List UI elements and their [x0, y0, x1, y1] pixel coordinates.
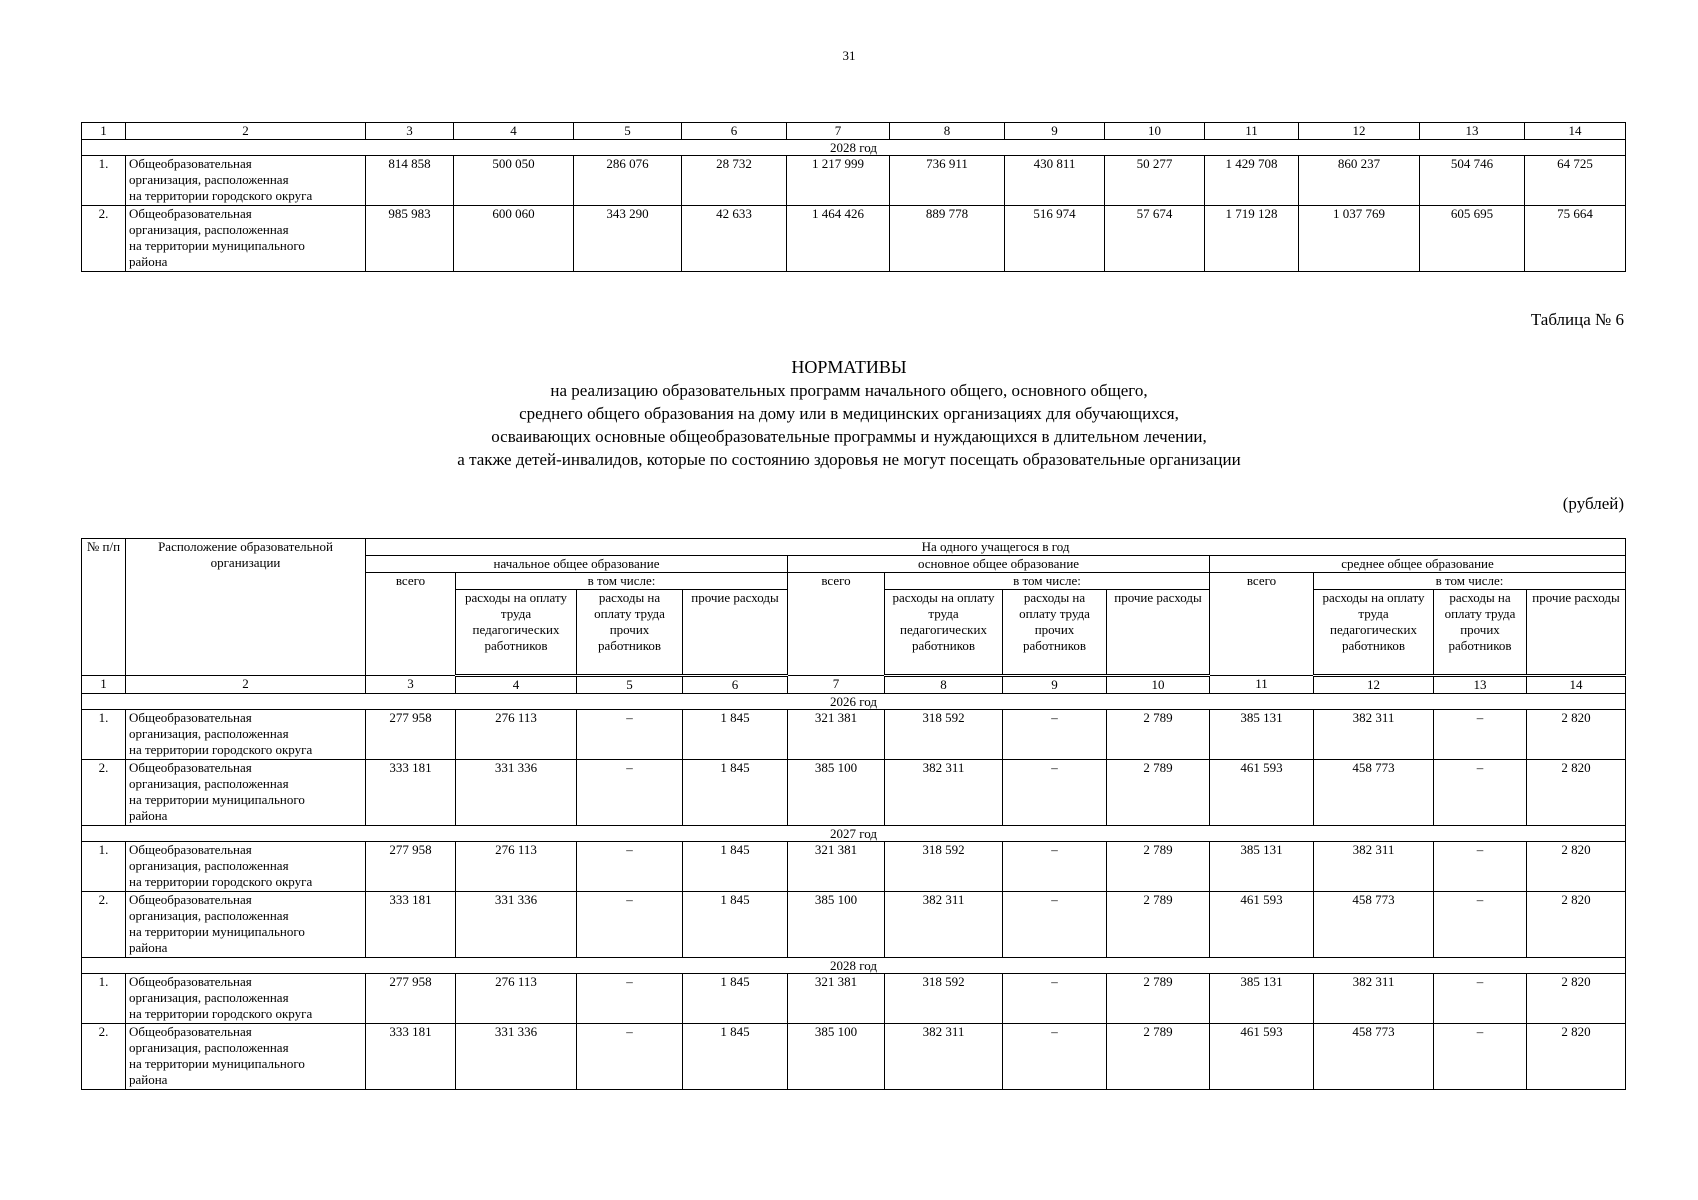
value-cell: 331 336 [456, 892, 577, 958]
column-number: 2 [126, 123, 366, 140]
organization-name-line: Общеобразовательная [129, 206, 252, 221]
value-cell: 461 593 [1210, 1024, 1314, 1090]
organization-name [126, 156, 366, 206]
row-number: 1. [82, 710, 126, 760]
value-cell: 318 592 [885, 710, 1003, 760]
value-cell: 28 732 [682, 156, 787, 206]
value-cell: 814 858 [366, 156, 454, 206]
value-cell: 385 100 [788, 1024, 885, 1090]
title-heading: НОРМАТИВЫ [791, 357, 907, 377]
continuation-table [81, 122, 1626, 272]
page-number: 31 [842, 48, 856, 63]
value-cell: 461 593 [1210, 760, 1314, 826]
year-row [82, 958, 1626, 974]
header-other-pay: расходы на оплату труда прочих работников [1434, 590, 1527, 676]
organization-name-line: Общеобразовательная [129, 710, 252, 725]
year-label: 2027 год [82, 826, 1626, 842]
organization-name-line: на территории городского округа [129, 742, 313, 757]
column-number: 10 [1105, 123, 1205, 140]
value-cell: 2 820 [1527, 710, 1626, 760]
column-number: 12 [1314, 676, 1434, 694]
value-cell: 276 113 [456, 842, 577, 892]
value-cell: 382 311 [885, 892, 1003, 958]
organization-name-line: района [129, 940, 168, 955]
value-cell: 2 789 [1107, 842, 1210, 892]
column-number: 11 [1210, 676, 1314, 694]
organization-name-line: на территории муниципального [129, 238, 305, 253]
value-cell: 458 773 [1314, 1024, 1434, 1090]
value-cell: – [577, 1024, 683, 1090]
organization-name-line: района [129, 1072, 168, 1087]
value-cell: 516 974 [1005, 206, 1105, 272]
value-cell: 985 983 [366, 206, 454, 272]
organization-name-line: на территории муниципального [129, 1056, 305, 1071]
organization-name [126, 760, 366, 826]
column-number-row [82, 123, 1626, 140]
header-primary: начальное общее образование [366, 556, 788, 573]
table-row [82, 842, 1626, 892]
value-cell: 1 845 [683, 710, 788, 760]
organization-name-line: организация, расположенная [129, 726, 289, 741]
header-total: всего [366, 573, 456, 676]
value-cell: – [577, 842, 683, 892]
year-row [82, 140, 1626, 156]
value-cell: 277 958 [366, 842, 456, 892]
column-number: 5 [574, 123, 682, 140]
value-cell: – [1434, 892, 1527, 958]
title-block [0, 356, 1698, 471]
column-number: 1 [82, 123, 126, 140]
year-label: 2026 год [82, 694, 1626, 710]
year-label: 2028 год [82, 140, 1626, 156]
value-cell: 860 237 [1299, 156, 1420, 206]
table-row [82, 206, 1626, 272]
organization-name-line: Общеобразовательная [129, 1024, 252, 1039]
row-number: 1. [82, 974, 126, 1024]
value-cell: 2 789 [1107, 892, 1210, 958]
table-row [82, 710, 1626, 760]
value-cell: 331 336 [456, 1024, 577, 1090]
column-number: 10 [1107, 676, 1210, 694]
table-row [82, 1024, 1626, 1090]
column-number: 6 [682, 123, 787, 140]
column-number: 9 [1003, 676, 1107, 694]
header-no: № п/п [82, 539, 126, 676]
header-basic: основное общее образование [788, 556, 1210, 573]
value-cell: 64 725 [1525, 156, 1626, 206]
title-line: на реализацию образовательных программ начального общего, основного общего, [550, 381, 1148, 400]
row-number: 1. [82, 842, 126, 892]
header-including: в том числе: [885, 573, 1210, 590]
value-cell: 333 181 [366, 1024, 456, 1090]
column-number-row [82, 676, 1626, 694]
value-cell: 600 060 [454, 206, 574, 272]
header-including: в том числе: [1314, 573, 1626, 590]
title-line: среднего общего образования на дому или в медицинских организациях для обучающихся, [519, 404, 1179, 423]
value-cell: 1 845 [683, 892, 788, 958]
title-line: а также детей-инвалидов, которые по состоянию здоровья не могут посещать образовательные организации [457, 450, 1241, 469]
column-number: 8 [885, 676, 1003, 694]
organization-name [126, 710, 366, 760]
organization-name-line: организация, расположенная [129, 1040, 289, 1055]
organization-name [126, 892, 366, 958]
year-row [82, 694, 1626, 710]
organization-name [126, 842, 366, 892]
header-secondary: среднее общее образование [1210, 556, 1626, 573]
value-cell: 385 100 [788, 892, 885, 958]
value-cell: 1 845 [683, 842, 788, 892]
column-number: 12 [1299, 123, 1420, 140]
value-cell: 1 845 [683, 974, 788, 1024]
value-cell: 1 429 708 [1205, 156, 1299, 206]
row-number: 2. [82, 206, 126, 272]
value-cell: 2 789 [1107, 760, 1210, 826]
value-cell: 2 820 [1527, 974, 1626, 1024]
value-cell: 461 593 [1210, 892, 1314, 958]
value-cell: 382 311 [1314, 710, 1434, 760]
value-cell: 321 381 [788, 974, 885, 1024]
column-number: 14 [1527, 676, 1626, 694]
row-number: 2. [82, 1024, 126, 1090]
header-total: всего [788, 573, 885, 676]
value-cell: – [577, 974, 683, 1024]
title-line: осваивающих основные общеобразовательные программы и нуждающихся в длительном лечении, [491, 427, 1207, 446]
column-number: 7 [787, 123, 890, 140]
table-row [82, 892, 1626, 958]
value-cell: 1 719 128 [1205, 206, 1299, 272]
column-number: 13 [1434, 676, 1527, 694]
column-number: 13 [1420, 123, 1525, 140]
value-cell: – [1003, 892, 1107, 958]
value-cell: 458 773 [1314, 892, 1434, 958]
column-number: 8 [890, 123, 1005, 140]
year-row [82, 826, 1626, 842]
value-cell: – [1434, 842, 1527, 892]
value-cell: 75 664 [1525, 206, 1626, 272]
header-location: Расположение образовательной организации [126, 539, 366, 676]
value-cell: 2 789 [1107, 1024, 1210, 1090]
column-number: 6 [683, 676, 788, 694]
organization-name-line: организация, расположенная [129, 908, 289, 923]
table-row [82, 156, 1626, 206]
value-cell: 318 592 [885, 974, 1003, 1024]
year-label: 2028 год [82, 958, 1626, 974]
organization-name [126, 206, 366, 272]
table-label: Таблица № 6 [1530, 310, 1624, 329]
value-cell: 382 311 [885, 760, 1003, 826]
header-ped-pay: расходы на оплату труда педагогических работников [456, 590, 577, 676]
value-cell: – [1003, 974, 1107, 1024]
organization-name [126, 1024, 366, 1090]
value-cell: 331 336 [456, 760, 577, 826]
value-cell: – [577, 710, 683, 760]
header-per-student: На одного учащегося в год [366, 539, 1626, 556]
value-cell: 2 820 [1527, 1024, 1626, 1090]
column-number: 9 [1005, 123, 1105, 140]
value-cell: 1 845 [683, 760, 788, 826]
table-row [82, 974, 1626, 1024]
value-cell: 277 958 [366, 710, 456, 760]
organization-name-line: Общеобразовательная [129, 156, 252, 171]
value-cell: 458 773 [1314, 760, 1434, 826]
header-ped-pay: расходы на оплату труда педагогических работников [1314, 590, 1434, 676]
value-cell: 385 100 [788, 760, 885, 826]
value-cell: 1 217 999 [787, 156, 890, 206]
organization-name-line: организация, расположенная [129, 858, 289, 873]
header-other-exp: прочие расходы [683, 590, 788, 676]
column-number: 2 [126, 676, 366, 694]
value-cell: 430 811 [1005, 156, 1105, 206]
organization-name-line: района [129, 254, 168, 269]
value-cell: 382 311 [1314, 974, 1434, 1024]
organization-name [126, 974, 366, 1024]
standards-table [81, 538, 1626, 1090]
value-cell: – [1434, 760, 1527, 826]
value-cell: – [1434, 710, 1527, 760]
header-other-pay: расходы на оплату труда прочих работников [577, 590, 683, 676]
value-cell: 321 381 [788, 710, 885, 760]
column-number: 5 [577, 676, 683, 694]
value-cell: 736 911 [890, 156, 1005, 206]
value-cell: – [1434, 974, 1527, 1024]
value-cell: 385 131 [1210, 710, 1314, 760]
column-number: 7 [788, 676, 885, 694]
value-cell: – [1003, 842, 1107, 892]
value-cell: 333 181 [366, 892, 456, 958]
row-number: 2. [82, 892, 126, 958]
organization-name-line: на территории городского округа [129, 188, 313, 203]
value-cell: 276 113 [456, 710, 577, 760]
value-cell: 382 311 [1314, 842, 1434, 892]
value-cell: 1 037 769 [1299, 206, 1420, 272]
value-cell: 321 381 [788, 842, 885, 892]
column-number: 1 [82, 676, 126, 694]
column-number: 3 [366, 676, 456, 694]
column-number: 3 [366, 123, 454, 140]
value-cell: – [577, 760, 683, 826]
value-cell: 605 695 [1420, 206, 1525, 272]
organization-name-line: организация, расположенная [129, 172, 289, 187]
value-cell: 889 778 [890, 206, 1005, 272]
organization-name-line: организация, расположенная [129, 776, 289, 791]
value-cell: 500 050 [454, 156, 574, 206]
organization-name-line: Общеобразовательная [129, 892, 252, 907]
units-label: (рублей) [1562, 494, 1624, 513]
organization-name-line: на территории городского округа [129, 874, 313, 889]
organization-name-line: организация, расположенная [129, 222, 289, 237]
organization-name-line: на территории муниципального [129, 792, 305, 807]
value-cell: 382 311 [885, 1024, 1003, 1090]
header-other-exp: прочие расходы [1107, 590, 1210, 676]
organization-name-line: района [129, 808, 168, 823]
row-number: 1. [82, 156, 126, 206]
value-cell: 385 131 [1210, 974, 1314, 1024]
column-number: 11 [1205, 123, 1299, 140]
value-cell: 333 181 [366, 760, 456, 826]
organization-name-line: на территории муниципального [129, 924, 305, 939]
value-cell: – [1003, 710, 1107, 760]
column-number: 14 [1525, 123, 1626, 140]
organization-name-line: организация, расположенная [129, 990, 289, 1005]
value-cell: – [1003, 1024, 1107, 1090]
value-cell: 343 290 [574, 206, 682, 272]
organization-name-line: Общеобразовательная [129, 760, 252, 775]
value-cell: 42 633 [682, 206, 787, 272]
value-cell: 2 789 [1107, 974, 1210, 1024]
value-cell: 1 845 [683, 1024, 788, 1090]
value-cell: 276 113 [456, 974, 577, 1024]
header-ped-pay: расходы на оплату труда педагогических работников [885, 590, 1003, 676]
value-cell: 57 674 [1105, 206, 1205, 272]
value-cell: 50 277 [1105, 156, 1205, 206]
header-total: всего [1210, 573, 1314, 676]
value-cell: 277 958 [366, 974, 456, 1024]
value-cell: 1 464 426 [787, 206, 890, 272]
value-cell: 2 820 [1527, 892, 1626, 958]
value-cell: – [1003, 760, 1107, 826]
table-row [82, 760, 1626, 826]
header-other-pay: расходы на оплату труда прочих работников [1003, 590, 1107, 676]
value-cell: 2 820 [1527, 842, 1626, 892]
value-cell: – [1434, 1024, 1527, 1090]
value-cell: – [577, 892, 683, 958]
value-cell: 504 746 [1420, 156, 1525, 206]
value-cell: 318 592 [885, 842, 1003, 892]
header-including: в том числе: [456, 573, 788, 590]
organization-name-line: Общеобразовательная [129, 842, 252, 857]
value-cell: 2 820 [1527, 760, 1626, 826]
row-number: 2. [82, 760, 126, 826]
value-cell: 385 131 [1210, 842, 1314, 892]
header-other-exp: прочие расходы [1527, 590, 1626, 676]
organization-name-line: Общеобразовательная [129, 974, 252, 989]
value-cell: 2 789 [1107, 710, 1210, 760]
column-number: 4 [456, 676, 577, 694]
organization-name-line: на территории городского округа [129, 1006, 313, 1021]
value-cell: 286 076 [574, 156, 682, 206]
column-number: 4 [454, 123, 574, 140]
